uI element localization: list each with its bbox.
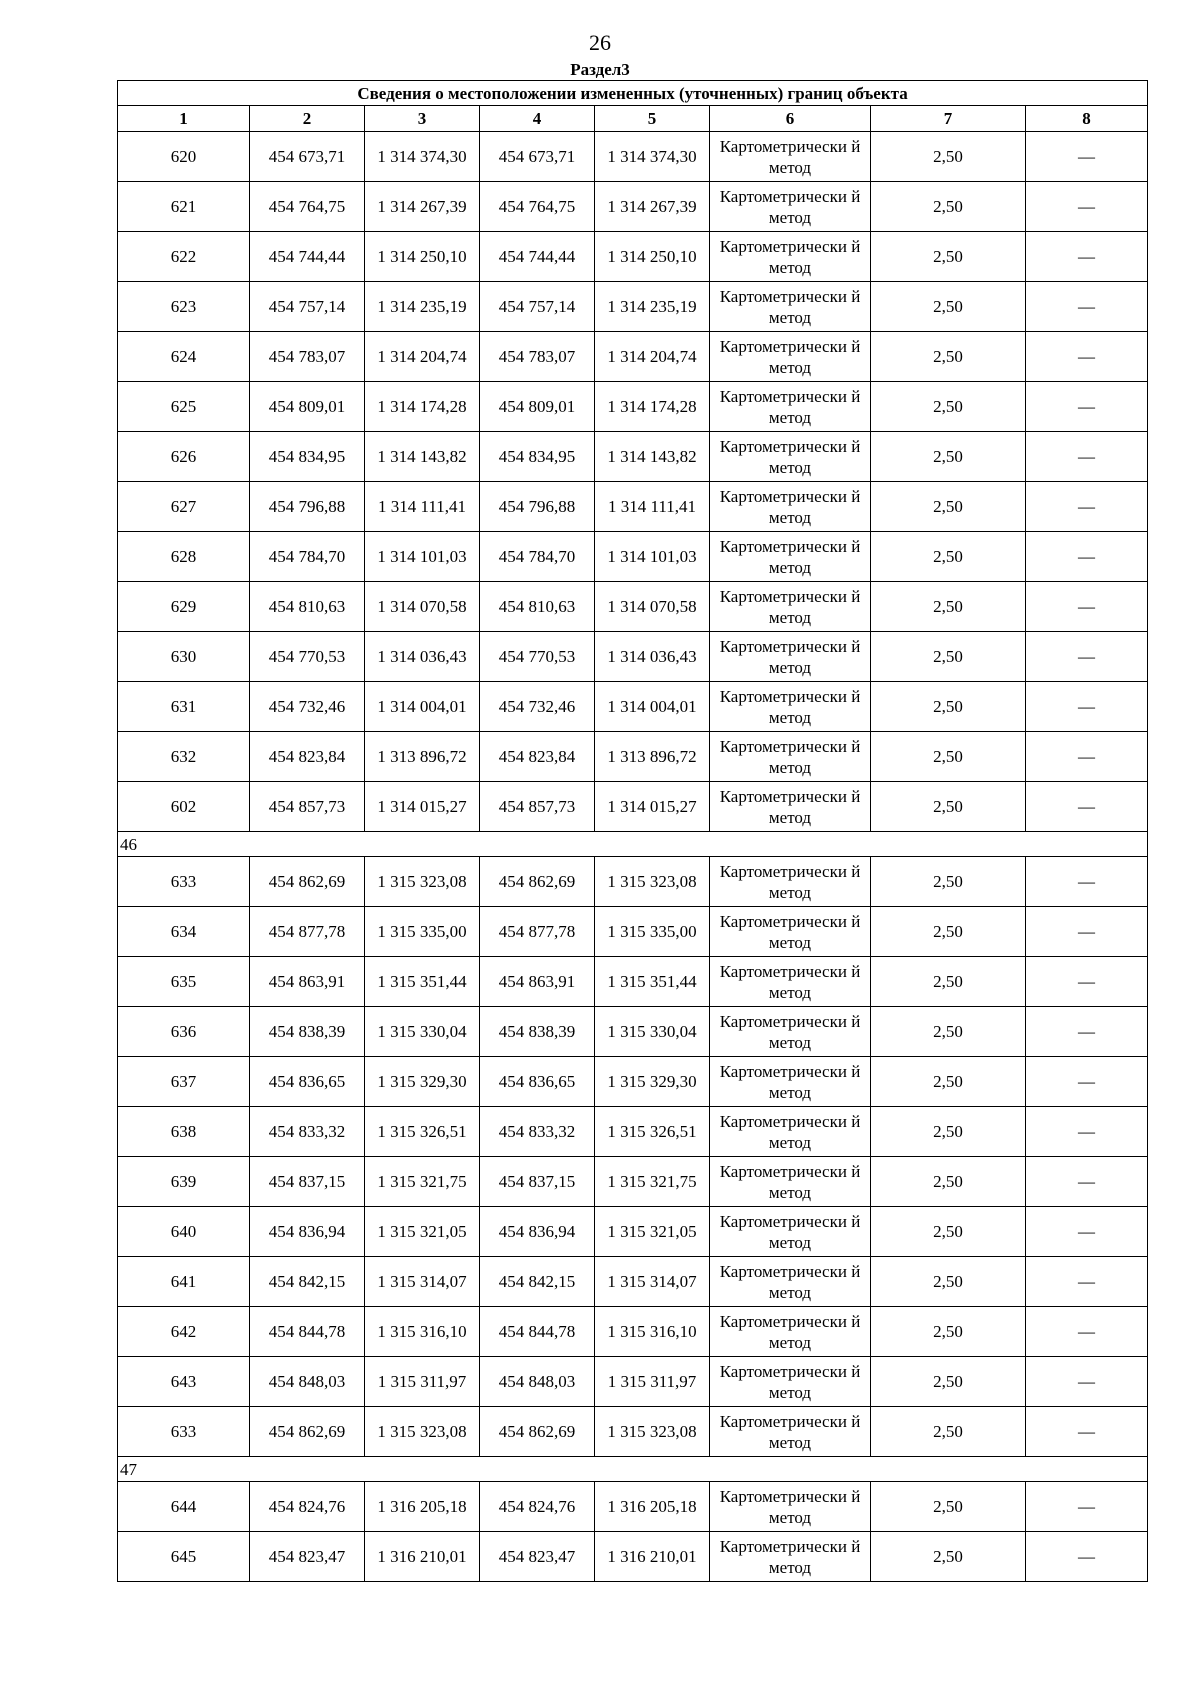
refined-y-cell: 1 315 330,04 (595, 1007, 710, 1057)
existing-x-cell: 454 810,63 (250, 582, 365, 632)
table-row (118, 382, 1148, 432)
description-cell: — (1026, 1007, 1148, 1057)
existing-y-cell: 1 315 335,00 (365, 907, 480, 957)
existing-x-cell: 454 824,76 (250, 1482, 365, 1532)
table-row (118, 857, 1148, 907)
existing-y-cell: 1 316 210,01 (365, 1532, 480, 1582)
method-cell: Картометрически й метод (710, 1257, 871, 1307)
existing-y-cell: 1 314 204,74 (365, 332, 480, 382)
accuracy-cell: 2,50 (871, 1257, 1026, 1307)
description-cell: — (1026, 907, 1148, 957)
refined-x-cell: 454 838,39 (480, 1007, 595, 1057)
table-row (118, 132, 1148, 182)
column-number: 1 (118, 106, 250, 132)
group-row (118, 1457, 1148, 1482)
point-number-cell: 633 (118, 857, 250, 907)
description-cell: — (1026, 282, 1148, 332)
table-row (118, 532, 1148, 582)
accuracy-cell: 2,50 (871, 582, 1026, 632)
description-cell: — (1026, 1207, 1148, 1257)
existing-y-cell: 1 314 101,03 (365, 532, 480, 582)
refined-x-cell: 454 836,65 (480, 1057, 595, 1107)
point-number-cell: 626 (118, 432, 250, 482)
method-cell: Картометрически й метод (710, 1207, 871, 1257)
point-number-cell: 638 (118, 1107, 250, 1157)
description-cell: — (1026, 582, 1148, 632)
method-cell: Картометрически й метод (710, 957, 871, 1007)
table-row (118, 582, 1148, 632)
table-row (118, 1157, 1148, 1207)
description-cell: — (1026, 1157, 1148, 1207)
refined-y-cell: 1 314 143,82 (595, 432, 710, 482)
existing-x-cell: 454 833,32 (250, 1107, 365, 1157)
refined-y-cell: 1 314 374,30 (595, 132, 710, 182)
existing-x-cell: 454 823,47 (250, 1532, 365, 1582)
accuracy-cell: 2,50 (871, 1107, 1026, 1157)
refined-y-cell: 1 315 323,08 (595, 857, 710, 907)
method-cell: Картометрически й метод (710, 232, 871, 282)
accuracy-cell: 2,50 (871, 132, 1026, 182)
method-cell: Картометрически й метод (710, 1007, 871, 1057)
point-number-cell: 629 (118, 582, 250, 632)
point-number-cell: 602 (118, 782, 250, 832)
method-cell: Картометрически й метод (710, 1107, 871, 1157)
accuracy-cell: 2,50 (871, 1482, 1026, 1532)
existing-x-cell: 454 842,15 (250, 1257, 365, 1307)
description-cell: — (1026, 1057, 1148, 1107)
existing-x-cell: 454 783,07 (250, 332, 365, 382)
existing-y-cell: 1 315 329,30 (365, 1057, 480, 1107)
accuracy-cell: 2,50 (871, 232, 1026, 282)
existing-y-cell: 1 315 311,97 (365, 1357, 480, 1407)
table-row (118, 1057, 1148, 1107)
refined-y-cell: 1 315 311,97 (595, 1357, 710, 1407)
accuracy-cell: 2,50 (871, 1007, 1026, 1057)
existing-x-cell: 454 877,78 (250, 907, 365, 957)
description-cell: — (1026, 682, 1148, 732)
table-row (118, 432, 1148, 482)
existing-y-cell: 1 314 250,10 (365, 232, 480, 282)
table-row (118, 1207, 1148, 1257)
accuracy-cell: 2,50 (871, 182, 1026, 232)
accuracy-cell: 2,50 (871, 1157, 1026, 1207)
refined-x-cell: 454 848,03 (480, 1357, 595, 1407)
existing-y-cell: 1 316 205,18 (365, 1482, 480, 1532)
refined-x-cell: 454 744,44 (480, 232, 595, 282)
existing-x-cell: 454 848,03 (250, 1357, 365, 1407)
refined-y-cell: 1 314 004,01 (595, 682, 710, 732)
accuracy-cell: 2,50 (871, 1307, 1026, 1357)
refined-x-cell: 454 784,70 (480, 532, 595, 582)
refined-y-cell: 1 315 326,51 (595, 1107, 710, 1157)
accuracy-cell: 2,50 (871, 682, 1026, 732)
method-cell: Картометрически й метод (710, 1482, 871, 1532)
description-cell: — (1026, 432, 1148, 482)
description-cell: — (1026, 1307, 1148, 1357)
point-number-cell: 622 (118, 232, 250, 282)
table-row (118, 232, 1148, 282)
refined-x-cell: 454 837,15 (480, 1157, 595, 1207)
accuracy-cell: 2,50 (871, 282, 1026, 332)
refined-y-cell: 1 314 111,41 (595, 482, 710, 532)
method-cell: Картометрически й метод (710, 382, 871, 432)
point-number-cell: 645 (118, 1532, 250, 1582)
description-cell: — (1026, 1107, 1148, 1157)
column-number: 8 (1026, 106, 1148, 132)
existing-x-cell: 454 757,14 (250, 282, 365, 332)
existing-y-cell: 1 314 111,41 (365, 482, 480, 532)
accuracy-cell: 2,50 (871, 482, 1026, 532)
table-caption-row (118, 81, 1148, 106)
point-number-cell: 642 (118, 1307, 250, 1357)
column-number-row (118, 106, 1148, 132)
refined-x-cell: 454 836,94 (480, 1207, 595, 1257)
existing-y-cell: 1 315 323,08 (365, 1407, 480, 1457)
column-number: 3 (365, 106, 480, 132)
method-cell: Картометрически й метод (710, 482, 871, 532)
existing-x-cell: 454 764,75 (250, 182, 365, 232)
method-cell: Картометрически й метод (710, 682, 871, 732)
description-cell: — (1026, 732, 1148, 782)
page-number: 26 (589, 30, 611, 55)
table-row (118, 1257, 1148, 1307)
section-title: Раздел3 (570, 60, 630, 79)
method-cell: Картометрически й метод (710, 182, 871, 232)
description-cell: — (1026, 182, 1148, 232)
accuracy-cell: 2,50 (871, 1207, 1026, 1257)
refined-x-cell: 454 732,46 (480, 682, 595, 732)
existing-x-cell: 454 862,69 (250, 1407, 365, 1457)
existing-y-cell: 1 315 321,75 (365, 1157, 480, 1207)
method-cell: Картометрически й метод (710, 632, 871, 682)
point-number-cell: 644 (118, 1482, 250, 1532)
point-number-cell: 643 (118, 1357, 250, 1407)
table-row (118, 1007, 1148, 1057)
description-cell: — (1026, 782, 1148, 832)
point-number-cell: 631 (118, 682, 250, 732)
table-row (118, 907, 1148, 957)
existing-y-cell: 1 315 330,04 (365, 1007, 480, 1057)
point-number-cell: 634 (118, 907, 250, 957)
existing-y-cell: 1 314 143,82 (365, 432, 480, 482)
refined-x-cell: 454 770,53 (480, 632, 595, 682)
column-number: 2 (250, 106, 365, 132)
refined-x-cell: 454 783,07 (480, 332, 595, 382)
existing-x-cell: 454 863,91 (250, 957, 365, 1007)
method-cell: Картометрически й метод (710, 1532, 871, 1582)
method-cell: Картометрически й метод (710, 1157, 871, 1207)
method-cell: Картометрически й метод (710, 582, 871, 632)
method-cell: Картометрически й метод (710, 532, 871, 582)
existing-y-cell: 1 315 323,08 (365, 857, 480, 907)
column-number: 4 (480, 106, 595, 132)
table-row (118, 682, 1148, 732)
existing-y-cell: 1 314 004,01 (365, 682, 480, 732)
method-cell: Картометрически й метод (710, 782, 871, 832)
existing-y-cell: 1 315 321,05 (365, 1207, 480, 1257)
point-number-cell: 636 (118, 1007, 250, 1057)
existing-y-cell: 1 315 351,44 (365, 957, 480, 1007)
table-row (118, 782, 1148, 832)
refined-x-cell: 454 834,95 (480, 432, 595, 482)
method-cell: Картометрически й метод (710, 1357, 871, 1407)
refined-y-cell: 1 315 323,08 (595, 1407, 710, 1457)
point-number-cell: 628 (118, 532, 250, 582)
refined-y-cell: 1 315 351,44 (595, 957, 710, 1007)
column-number: 6 (710, 106, 871, 132)
table-row (118, 1357, 1148, 1407)
existing-y-cell: 1 314 235,19 (365, 282, 480, 332)
description-cell: — (1026, 1357, 1148, 1407)
group-label: 47 (118, 1457, 1148, 1482)
point-number-cell: 639 (118, 1157, 250, 1207)
refined-x-cell: 454 844,78 (480, 1307, 595, 1357)
refined-x-cell: 454 833,32 (480, 1107, 595, 1157)
refined-x-cell: 454 809,01 (480, 382, 595, 432)
method-cell: Картометрически й метод (710, 857, 871, 907)
refined-x-cell: 454 862,69 (480, 857, 595, 907)
existing-x-cell: 454 857,73 (250, 782, 365, 832)
refined-y-cell: 1 314 101,03 (595, 532, 710, 582)
refined-y-cell: 1 313 896,72 (595, 732, 710, 782)
existing-x-cell: 454 836,94 (250, 1207, 365, 1257)
refined-x-cell: 454 824,76 (480, 1482, 595, 1532)
accuracy-cell: 2,50 (871, 907, 1026, 957)
existing-x-cell: 454 744,44 (250, 232, 365, 282)
refined-x-cell: 454 842,15 (480, 1257, 595, 1307)
existing-y-cell: 1 314 174,28 (365, 382, 480, 432)
method-cell: Картометрически й метод (710, 1057, 871, 1107)
table-row (118, 1307, 1148, 1357)
refined-y-cell: 1 314 036,43 (595, 632, 710, 682)
description-cell: — (1026, 382, 1148, 432)
existing-y-cell: 1 314 015,27 (365, 782, 480, 832)
point-number-cell: 627 (118, 482, 250, 532)
table-caption: Сведения о местоположении измененных (уточненных) границ объекта (118, 81, 1148, 106)
column-number: 7 (871, 106, 1026, 132)
table-row (118, 182, 1148, 232)
point-number-cell: 635 (118, 957, 250, 1007)
description-cell: — (1026, 1257, 1148, 1307)
method-cell: Картометрически й метод (710, 907, 871, 957)
boundary-table (117, 80, 1148, 1582)
refined-y-cell: 1 315 316,10 (595, 1307, 710, 1357)
existing-x-cell: 454 673,71 (250, 132, 365, 182)
accuracy-cell: 2,50 (871, 957, 1026, 1007)
refined-y-cell: 1 314 250,10 (595, 232, 710, 282)
refined-y-cell: 1 314 235,19 (595, 282, 710, 332)
description-cell: — (1026, 482, 1148, 532)
point-number-cell: 621 (118, 182, 250, 232)
refined-y-cell: 1 316 210,01 (595, 1532, 710, 1582)
point-number-cell: 624 (118, 332, 250, 382)
refined-y-cell: 1 314 174,28 (595, 382, 710, 432)
table-row (118, 957, 1148, 1007)
method-cell: Картометрически й метод (710, 132, 871, 182)
existing-y-cell: 1 314 374,30 (365, 132, 480, 182)
existing-x-cell: 454 834,95 (250, 432, 365, 482)
refined-x-cell: 454 862,69 (480, 1407, 595, 1457)
description-cell: — (1026, 1407, 1148, 1457)
existing-x-cell: 454 823,84 (250, 732, 365, 782)
table-row (118, 332, 1148, 382)
existing-x-cell: 454 732,46 (250, 682, 365, 732)
refined-x-cell: 454 857,73 (480, 782, 595, 832)
existing-x-cell: 454 862,69 (250, 857, 365, 907)
table-row (118, 1532, 1148, 1582)
refined-x-cell: 454 796,88 (480, 482, 595, 532)
point-number-cell: 632 (118, 732, 250, 782)
existing-y-cell: 1 315 326,51 (365, 1107, 480, 1157)
refined-y-cell: 1 315 329,30 (595, 1057, 710, 1107)
refined-x-cell: 454 863,91 (480, 957, 595, 1007)
accuracy-cell: 2,50 (871, 732, 1026, 782)
accuracy-cell: 2,50 (871, 1057, 1026, 1107)
accuracy-cell: 2,50 (871, 432, 1026, 482)
accuracy-cell: 2,50 (871, 1532, 1026, 1582)
refined-y-cell: 1 314 015,27 (595, 782, 710, 832)
table-row (118, 1407, 1148, 1457)
accuracy-cell: 2,50 (871, 857, 1026, 907)
table-body (118, 132, 1148, 1582)
accuracy-cell: 2,50 (871, 532, 1026, 582)
existing-y-cell: 1 315 314,07 (365, 1257, 480, 1307)
refined-y-cell: 1 314 267,39 (595, 182, 710, 232)
existing-x-cell: 454 837,15 (250, 1157, 365, 1207)
point-number-cell: 637 (118, 1057, 250, 1107)
point-number-cell: 630 (118, 632, 250, 682)
existing-x-cell: 454 784,70 (250, 532, 365, 582)
existing-x-cell: 454 836,65 (250, 1057, 365, 1107)
refined-y-cell: 1 315 314,07 (595, 1257, 710, 1307)
existing-x-cell: 454 809,01 (250, 382, 365, 432)
description-cell: — (1026, 1532, 1148, 1582)
accuracy-cell: 2,50 (871, 1407, 1026, 1457)
existing-y-cell: 1 314 036,43 (365, 632, 480, 682)
refined-x-cell: 454 673,71 (480, 132, 595, 182)
table-row (118, 732, 1148, 782)
accuracy-cell: 2,50 (871, 1357, 1026, 1407)
refined-y-cell: 1 315 335,00 (595, 907, 710, 957)
description-cell: — (1026, 857, 1148, 907)
refined-y-cell: 1 315 321,05 (595, 1207, 710, 1257)
existing-y-cell: 1 314 070,58 (365, 582, 480, 632)
refined-x-cell: 454 810,63 (480, 582, 595, 632)
description-cell: — (1026, 632, 1148, 682)
table-row (118, 482, 1148, 532)
description-cell: — (1026, 957, 1148, 1007)
description-cell: — (1026, 532, 1148, 582)
existing-x-cell: 454 844,78 (250, 1307, 365, 1357)
point-number-cell: 641 (118, 1257, 250, 1307)
refined-y-cell: 1 316 205,18 (595, 1482, 710, 1532)
accuracy-cell: 2,50 (871, 782, 1026, 832)
description-cell: — (1026, 132, 1148, 182)
accuracy-cell: 2,50 (871, 382, 1026, 432)
point-number-cell: 625 (118, 382, 250, 432)
existing-y-cell: 1 314 267,39 (365, 182, 480, 232)
existing-x-cell: 454 770,53 (250, 632, 365, 682)
existing-x-cell: 454 796,88 (250, 482, 365, 532)
point-number-cell: 623 (118, 282, 250, 332)
existing-x-cell: 454 838,39 (250, 1007, 365, 1057)
method-cell: Картометрически й метод (710, 282, 871, 332)
table-row (118, 1107, 1148, 1157)
refined-x-cell: 454 823,84 (480, 732, 595, 782)
refined-x-cell: 454 764,75 (480, 182, 595, 232)
refined-x-cell: 454 823,47 (480, 1532, 595, 1582)
accuracy-cell: 2,50 (871, 632, 1026, 682)
refined-y-cell: 1 315 321,75 (595, 1157, 710, 1207)
point-number-cell: 620 (118, 132, 250, 182)
refined-y-cell: 1 314 204,74 (595, 332, 710, 382)
table-row (118, 1482, 1148, 1532)
description-cell: — (1026, 1482, 1148, 1532)
point-number-cell: 633 (118, 1407, 250, 1457)
method-cell: Картометрически й метод (710, 432, 871, 482)
point-number-cell: 640 (118, 1207, 250, 1257)
group-label: 46 (118, 832, 1148, 857)
description-cell: — (1026, 332, 1148, 382)
method-cell: Картометрически й метод (710, 1307, 871, 1357)
table-row (118, 282, 1148, 332)
refined-x-cell: 454 757,14 (480, 282, 595, 332)
accuracy-cell: 2,50 (871, 332, 1026, 382)
table-row (118, 632, 1148, 682)
group-row (118, 832, 1148, 857)
column-number: 5 (595, 106, 710, 132)
method-cell: Картометрически й метод (710, 1407, 871, 1457)
description-cell: — (1026, 232, 1148, 282)
method-cell: Картометрически й метод (710, 332, 871, 382)
existing-y-cell: 1 315 316,10 (365, 1307, 480, 1357)
method-cell: Картометрически й метод (710, 732, 871, 782)
refined-x-cell: 454 877,78 (480, 907, 595, 957)
refined-y-cell: 1 314 070,58 (595, 582, 710, 632)
existing-y-cell: 1 313 896,72 (365, 732, 480, 782)
